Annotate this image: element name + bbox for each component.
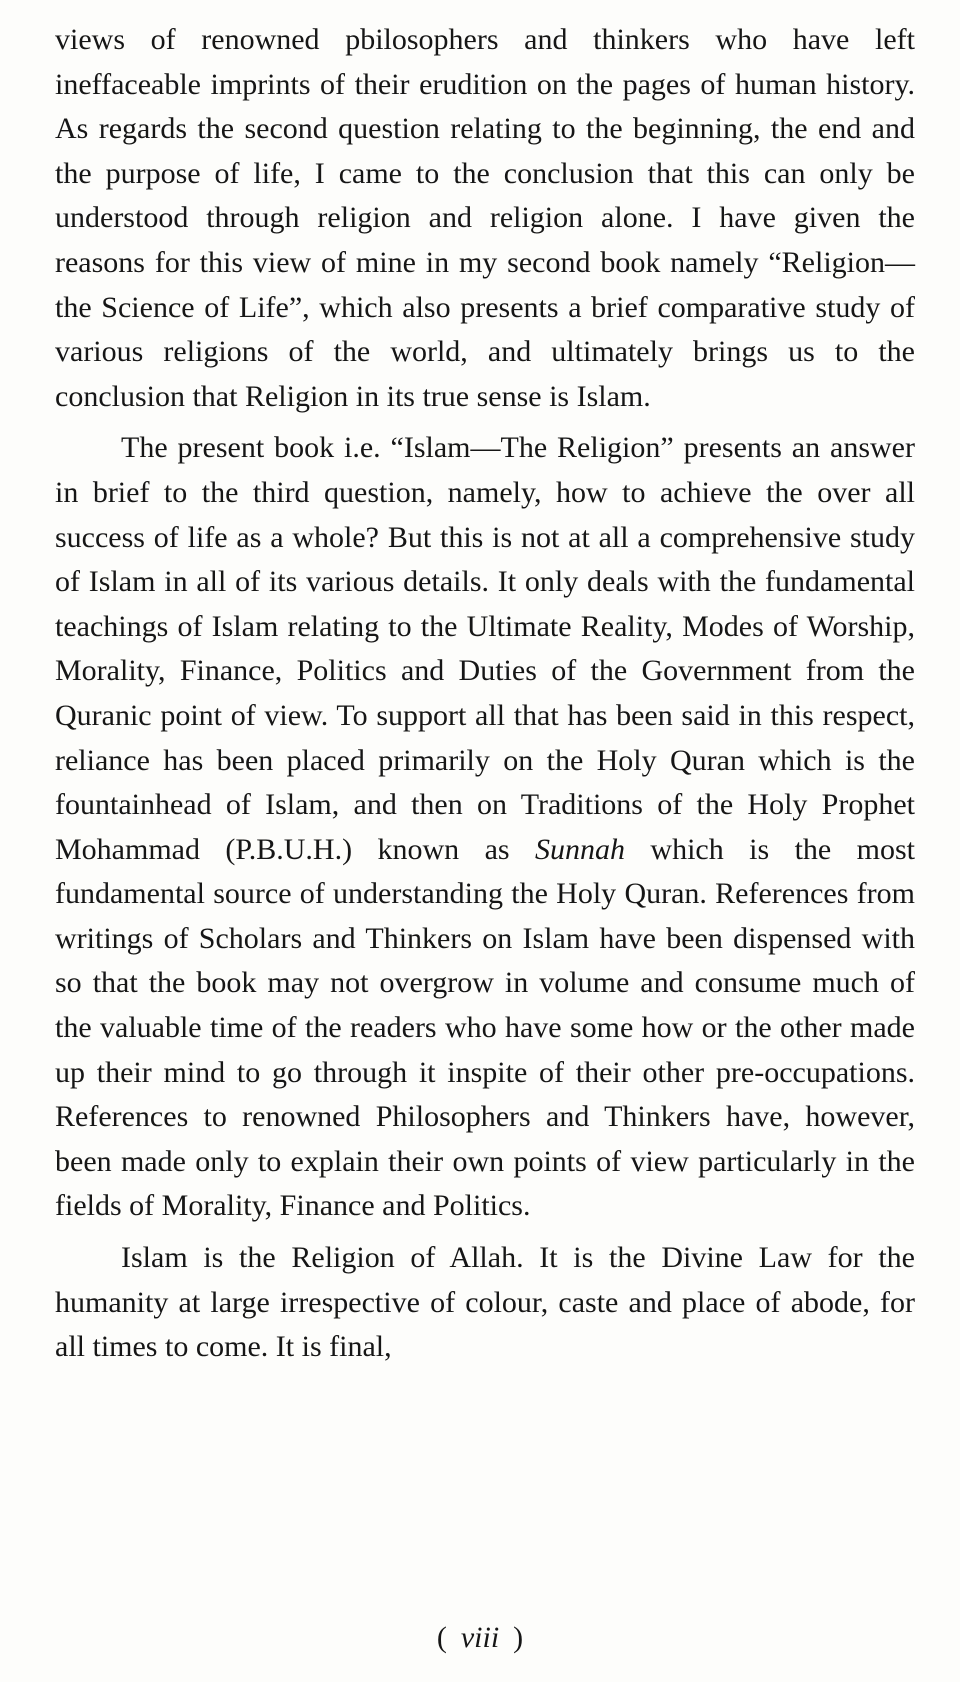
paragraph-3: Islam is the Religion of Allah. It is the Divine Law for the humanity at large irrespective of colour, caste and place of abode, for all times to come. It is final,	[55, 1241, 915, 1364]
body-text	[55, 18, 915, 1377]
page-number	[0, 1621, 960, 1655]
page-number-open-paren: (	[436, 1621, 447, 1654]
paragraph-1: views of renowned pbilosophers and thinkers who have left ineffaceable imprints of their erudition on the pages of human history. As regards the second question relating to the beginning, the end and the purpose of life, I came to the conclusion that this can only be understood through religion and religion alone. I have given the reasons for this view of mine in my second book namely “Religion—the Science of Life”, which also presents a brief comparative study of various religions of the world, and ultimately brings us to the conclusion that Religion in its true sense is Islam.	[55, 23, 915, 413]
page-number-close-paren: )	[513, 1621, 524, 1654]
paragraph-2-text-start: The present book i.e. “Islam—The Religion” presents an answer in brief to the third question, namely, how to achieve the over all success of life as a whole? But this is not at all a comprehensive study of Islam in all of its various details. It only deals with the fundamental teachings of Islam relating to the Ultimate Reality, Modes of Worship, Morality, Finance, Politics and Duties of the Government from the Quranic point of view. To support all that has been said in this respect, reliance has been placed primarily on the Holy Quran which is the fountainhead of Islam, and then on Traditions of the Holy Prophet Mohammad (P.B.U.H.) known as	[55, 431, 915, 866]
italic-term-sunnah: Sunnah	[535, 832, 625, 866]
paragraph-2	[55, 426, 915, 1229]
page-number-value: viii	[460, 1621, 500, 1654]
paragraph-2-text-end: which is the most fundamental source of understanding the Holy Quran. References from writings of Scholars and Thinkers on Islam have been dispensed with so that the book may not overgrow in volume and consume much of the valuable time of the readers who have some how or the other made up their mind to go through it inspite of their other pre-occupations. References to renowned Philosophers and Thinkers have, however, been made only to explain their own points of view particularly in the fields of Morality, Finance and Politics.	[55, 832, 915, 1223]
